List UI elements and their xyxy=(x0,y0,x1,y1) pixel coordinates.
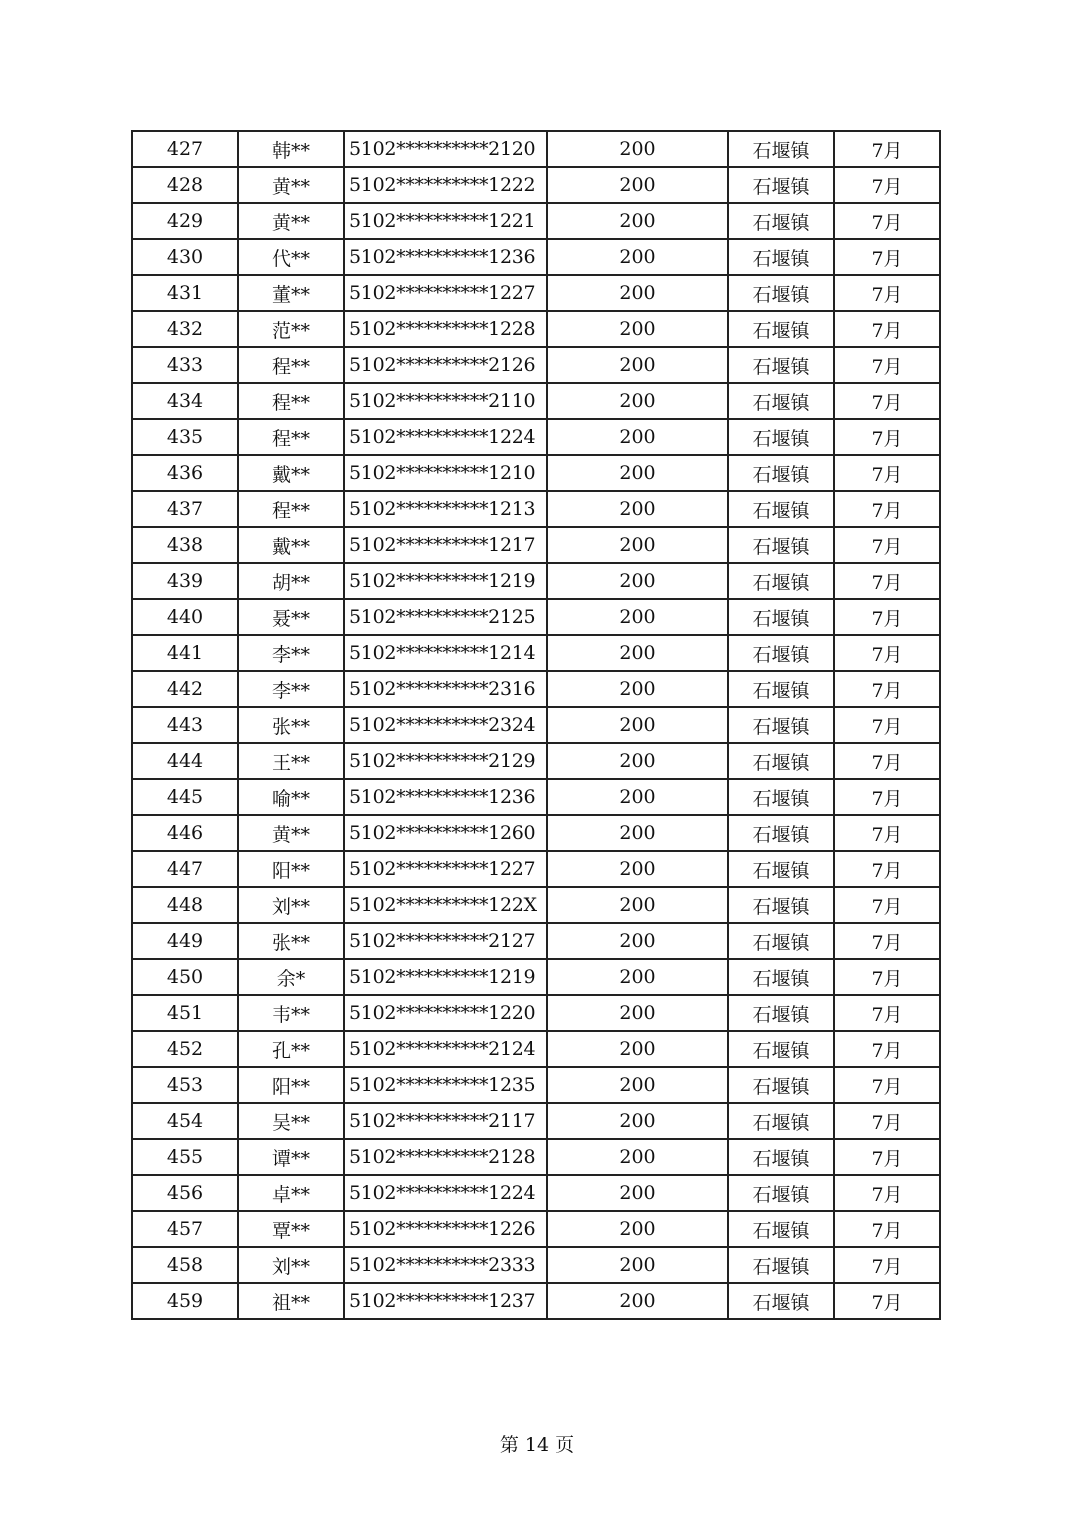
town-cell: 石堰镇 xyxy=(728,923,834,959)
name-cell: 喻** xyxy=(238,779,344,815)
amount-cell: 200 xyxy=(547,671,728,707)
town-cell: 石堰镇 xyxy=(728,743,834,779)
name-cell: 戴** xyxy=(238,527,344,563)
id-number-cell: 5102**********1214 xyxy=(344,635,547,671)
town-cell: 石堰镇 xyxy=(728,1247,834,1283)
id-number-cell: 5102**********2125 xyxy=(344,599,547,635)
amount-cell: 200 xyxy=(547,455,728,491)
table-row xyxy=(132,743,940,779)
town-cell: 石堰镇 xyxy=(728,1211,834,1247)
town-cell: 石堰镇 xyxy=(728,1175,834,1211)
id-number-cell: 5102**********2124 xyxy=(344,1031,547,1067)
row-number-cell: 451 xyxy=(132,995,238,1031)
month-cell: 7月 xyxy=(834,599,940,635)
id-number-cell: 5102**********1219 xyxy=(344,959,547,995)
month-cell: 7月 xyxy=(834,743,940,779)
row-number-cell: 431 xyxy=(132,275,238,311)
amount-cell: 200 xyxy=(547,1247,728,1283)
table-row xyxy=(132,779,940,815)
town-cell: 石堰镇 xyxy=(728,887,834,923)
month-cell: 7月 xyxy=(834,1067,940,1103)
month-cell: 7月 xyxy=(834,1247,940,1283)
name-cell: 戴** xyxy=(238,455,344,491)
town-cell: 石堰镇 xyxy=(728,815,834,851)
name-cell: 董** xyxy=(238,275,344,311)
name-cell: 阳** xyxy=(238,1067,344,1103)
row-number-cell: 454 xyxy=(132,1103,238,1139)
id-number-cell: 5102**********1227 xyxy=(344,275,547,311)
amount-cell: 200 xyxy=(547,779,728,815)
row-number-cell: 437 xyxy=(132,491,238,527)
month-cell: 7月 xyxy=(834,203,940,239)
month-cell: 7月 xyxy=(834,1103,940,1139)
name-cell: 祖** xyxy=(238,1283,344,1319)
row-number-cell: 430 xyxy=(132,239,238,275)
row-number-cell: 445 xyxy=(132,779,238,815)
amount-cell: 200 xyxy=(547,1103,728,1139)
name-cell: 孔** xyxy=(238,1031,344,1067)
table-row xyxy=(132,491,940,527)
amount-cell: 200 xyxy=(547,311,728,347)
id-number-cell: 5102**********122X xyxy=(344,887,547,923)
amount-cell: 200 xyxy=(547,959,728,995)
table-row xyxy=(132,239,940,275)
table-row xyxy=(132,815,940,851)
row-number-cell: 432 xyxy=(132,311,238,347)
table-row xyxy=(132,707,940,743)
id-number-cell: 5102**********1219 xyxy=(344,563,547,599)
town-cell: 石堰镇 xyxy=(728,563,834,599)
table-row xyxy=(132,167,940,203)
row-number-cell: 446 xyxy=(132,815,238,851)
row-number-cell: 453 xyxy=(132,1067,238,1103)
row-number-cell: 449 xyxy=(132,923,238,959)
town-cell: 石堰镇 xyxy=(728,671,834,707)
table-row xyxy=(132,347,940,383)
row-number-cell: 458 xyxy=(132,1247,238,1283)
month-cell: 7月 xyxy=(834,959,940,995)
table-row xyxy=(132,1247,940,1283)
name-cell: 王** xyxy=(238,743,344,779)
name-cell: 覃** xyxy=(238,1211,344,1247)
month-cell: 7月 xyxy=(834,671,940,707)
row-number-cell: 435 xyxy=(132,419,238,455)
town-cell: 石堰镇 xyxy=(728,1103,834,1139)
town-cell: 石堰镇 xyxy=(728,599,834,635)
table-row xyxy=(132,599,940,635)
town-cell: 石堰镇 xyxy=(728,635,834,671)
row-number-cell: 434 xyxy=(132,383,238,419)
town-cell: 石堰镇 xyxy=(728,1283,834,1319)
name-cell: 谭** xyxy=(238,1139,344,1175)
row-number-cell: 448 xyxy=(132,887,238,923)
town-cell: 石堰镇 xyxy=(728,995,834,1031)
name-cell: 程** xyxy=(238,419,344,455)
table-row xyxy=(132,959,940,995)
amount-cell: 200 xyxy=(547,203,728,239)
row-number-cell: 433 xyxy=(132,347,238,383)
amount-cell: 200 xyxy=(547,239,728,275)
id-number-cell: 5102**********2127 xyxy=(344,923,547,959)
month-cell: 7月 xyxy=(834,887,940,923)
row-number-cell: 444 xyxy=(132,743,238,779)
month-cell: 7月 xyxy=(834,491,940,527)
amount-cell: 200 xyxy=(547,491,728,527)
name-cell: 韦** xyxy=(238,995,344,1031)
amount-cell: 200 xyxy=(547,635,728,671)
id-number-cell: 5102**********2316 xyxy=(344,671,547,707)
row-number-cell: 447 xyxy=(132,851,238,887)
table-row xyxy=(132,1211,940,1247)
table-row xyxy=(132,527,940,563)
row-number-cell: 459 xyxy=(132,1283,238,1319)
id-number-cell: 5102**********1226 xyxy=(344,1211,547,1247)
name-cell: 张** xyxy=(238,707,344,743)
name-cell: 代** xyxy=(238,239,344,275)
table-row xyxy=(132,455,940,491)
table-row xyxy=(132,671,940,707)
month-cell: 7月 xyxy=(834,995,940,1031)
month-cell: 7月 xyxy=(834,347,940,383)
id-number-cell: 5102**********2128 xyxy=(344,1139,547,1175)
amount-cell: 200 xyxy=(547,347,728,383)
id-number-cell: 5102**********2117 xyxy=(344,1103,547,1139)
name-cell: 刘** xyxy=(238,1247,344,1283)
town-cell: 石堰镇 xyxy=(728,1067,834,1103)
table-row xyxy=(132,203,940,239)
month-cell: 7月 xyxy=(834,635,940,671)
amount-cell: 200 xyxy=(547,527,728,563)
town-cell: 石堰镇 xyxy=(728,419,834,455)
table-row xyxy=(132,995,940,1031)
id-number-cell: 5102**********1236 xyxy=(344,779,547,815)
id-number-cell: 5102**********2126 xyxy=(344,347,547,383)
id-number-cell: 5102**********1228 xyxy=(344,311,547,347)
id-number-cell: 5102**********2120 xyxy=(344,131,547,167)
table-row xyxy=(132,311,940,347)
row-number-cell: 436 xyxy=(132,455,238,491)
row-number-cell: 441 xyxy=(132,635,238,671)
town-cell: 石堰镇 xyxy=(728,311,834,347)
row-number-cell: 452 xyxy=(132,1031,238,1067)
month-cell: 7月 xyxy=(834,383,940,419)
amount-cell: 200 xyxy=(547,887,728,923)
row-number-cell: 450 xyxy=(132,959,238,995)
table-row xyxy=(132,1031,940,1067)
amount-cell: 200 xyxy=(547,995,728,1031)
id-number-cell: 5102**********1260 xyxy=(344,815,547,851)
table-row xyxy=(132,635,940,671)
town-cell: 石堰镇 xyxy=(728,1031,834,1067)
name-cell: 阳** xyxy=(238,851,344,887)
row-number-cell: 457 xyxy=(132,1211,238,1247)
table-body xyxy=(132,131,940,1319)
town-cell: 石堰镇 xyxy=(728,383,834,419)
id-number-cell: 5102**********1224 xyxy=(344,419,547,455)
table-row xyxy=(132,419,940,455)
amount-cell: 200 xyxy=(547,167,728,203)
month-cell: 7月 xyxy=(834,923,940,959)
month-cell: 7月 xyxy=(834,779,940,815)
amount-cell: 200 xyxy=(547,1031,728,1067)
month-cell: 7月 xyxy=(834,707,940,743)
id-number-cell: 5102**********1217 xyxy=(344,527,547,563)
row-number-cell: 427 xyxy=(132,131,238,167)
page-number: 第 14 页 xyxy=(499,1434,575,1456)
row-number-cell: 442 xyxy=(132,671,238,707)
town-cell: 石堰镇 xyxy=(728,239,834,275)
id-number-cell: 5102**********1235 xyxy=(344,1067,547,1103)
row-number-cell: 455 xyxy=(132,1139,238,1175)
id-number-cell: 5102**********1222 xyxy=(344,167,547,203)
month-cell: 7月 xyxy=(834,311,940,347)
name-cell: 吴** xyxy=(238,1103,344,1139)
month-cell: 7月 xyxy=(834,527,940,563)
name-cell: 韩** xyxy=(238,131,344,167)
id-number-cell: 5102**********1227 xyxy=(344,851,547,887)
name-cell: 李** xyxy=(238,671,344,707)
month-cell: 7月 xyxy=(834,1139,940,1175)
name-cell: 范** xyxy=(238,311,344,347)
month-cell: 7月 xyxy=(834,275,940,311)
amount-cell: 200 xyxy=(547,1211,728,1247)
id-number-cell: 5102**********1213 xyxy=(344,491,547,527)
table-row xyxy=(132,1283,940,1319)
table-row xyxy=(132,851,940,887)
town-cell: 石堰镇 xyxy=(728,779,834,815)
row-number-cell: 440 xyxy=(132,599,238,635)
amount-cell: 200 xyxy=(547,743,728,779)
town-cell: 石堰镇 xyxy=(728,203,834,239)
amount-cell: 200 xyxy=(547,707,728,743)
amount-cell: 200 xyxy=(547,1175,728,1211)
amount-cell: 200 xyxy=(547,599,728,635)
name-cell: 程** xyxy=(238,491,344,527)
town-cell: 石堰镇 xyxy=(728,707,834,743)
id-number-cell: 5102**********1237 xyxy=(344,1283,547,1319)
row-number-cell: 428 xyxy=(132,167,238,203)
table-row xyxy=(132,563,940,599)
town-cell: 石堰镇 xyxy=(728,851,834,887)
name-cell: 黄** xyxy=(238,167,344,203)
row-number-cell: 438 xyxy=(132,527,238,563)
month-cell: 7月 xyxy=(834,1175,940,1211)
town-cell: 石堰镇 xyxy=(728,491,834,527)
row-number-cell: 429 xyxy=(132,203,238,239)
amount-cell: 200 xyxy=(547,1139,728,1175)
amount-cell: 200 xyxy=(547,1067,728,1103)
amount-cell: 200 xyxy=(547,923,728,959)
data-table xyxy=(131,130,941,1320)
row-number-cell: 456 xyxy=(132,1175,238,1211)
amount-cell: 200 xyxy=(547,383,728,419)
amount-cell: 200 xyxy=(547,131,728,167)
name-cell: 刘** xyxy=(238,887,344,923)
month-cell: 7月 xyxy=(834,563,940,599)
table-row xyxy=(132,1067,940,1103)
month-cell: 7月 xyxy=(834,1283,940,1319)
amount-cell: 200 xyxy=(547,1283,728,1319)
table-row xyxy=(132,1175,940,1211)
name-cell: 聂** xyxy=(238,599,344,635)
amount-cell: 200 xyxy=(547,851,728,887)
town-cell: 石堰镇 xyxy=(728,455,834,491)
name-cell: 胡** xyxy=(238,563,344,599)
town-cell: 石堰镇 xyxy=(728,959,834,995)
id-number-cell: 5102**********2129 xyxy=(344,743,547,779)
name-cell: 黄** xyxy=(238,203,344,239)
name-cell: 余* xyxy=(238,959,344,995)
id-number-cell: 5102**********2333 xyxy=(344,1247,547,1283)
town-cell: 石堰镇 xyxy=(728,1139,834,1175)
amount-cell: 200 xyxy=(547,419,728,455)
town-cell: 石堰镇 xyxy=(728,527,834,563)
name-cell: 黄** xyxy=(238,815,344,851)
table-row xyxy=(132,275,940,311)
table-row xyxy=(132,131,940,167)
month-cell: 7月 xyxy=(834,1031,940,1067)
town-cell: 石堰镇 xyxy=(728,131,834,167)
month-cell: 7月 xyxy=(834,239,940,275)
name-cell: 程** xyxy=(238,383,344,419)
id-number-cell: 5102**********1224 xyxy=(344,1175,547,1211)
id-number-cell: 5102**********1220 xyxy=(344,995,547,1031)
id-number-cell: 5102**********2110 xyxy=(344,383,547,419)
name-cell: 李** xyxy=(238,635,344,671)
month-cell: 7月 xyxy=(834,419,940,455)
table-row xyxy=(132,1103,940,1139)
table-row xyxy=(132,383,940,419)
table-row xyxy=(132,923,940,959)
row-number-cell: 443 xyxy=(132,707,238,743)
town-cell: 石堰镇 xyxy=(728,347,834,383)
data-table-wrapper xyxy=(131,130,941,1320)
id-number-cell: 5102**********1210 xyxy=(344,455,547,491)
amount-cell: 200 xyxy=(547,563,728,599)
amount-cell: 200 xyxy=(547,815,728,851)
table-row xyxy=(132,887,940,923)
name-cell: 张** xyxy=(238,923,344,959)
name-cell: 卓** xyxy=(238,1175,344,1211)
month-cell: 7月 xyxy=(834,1211,940,1247)
name-cell: 程** xyxy=(238,347,344,383)
id-number-cell: 5102**********1221 xyxy=(344,203,547,239)
id-number-cell: 5102**********2324 xyxy=(344,707,547,743)
month-cell: 7月 xyxy=(834,851,940,887)
id-number-cell: 5102**********1236 xyxy=(344,239,547,275)
month-cell: 7月 xyxy=(834,455,940,491)
town-cell: 石堰镇 xyxy=(728,275,834,311)
amount-cell: 200 xyxy=(547,275,728,311)
month-cell: 7月 xyxy=(834,815,940,851)
month-cell: 7月 xyxy=(834,167,940,203)
month-cell: 7月 xyxy=(834,131,940,167)
row-number-cell: 439 xyxy=(132,563,238,599)
town-cell: 石堰镇 xyxy=(728,167,834,203)
table-row xyxy=(132,1139,940,1175)
